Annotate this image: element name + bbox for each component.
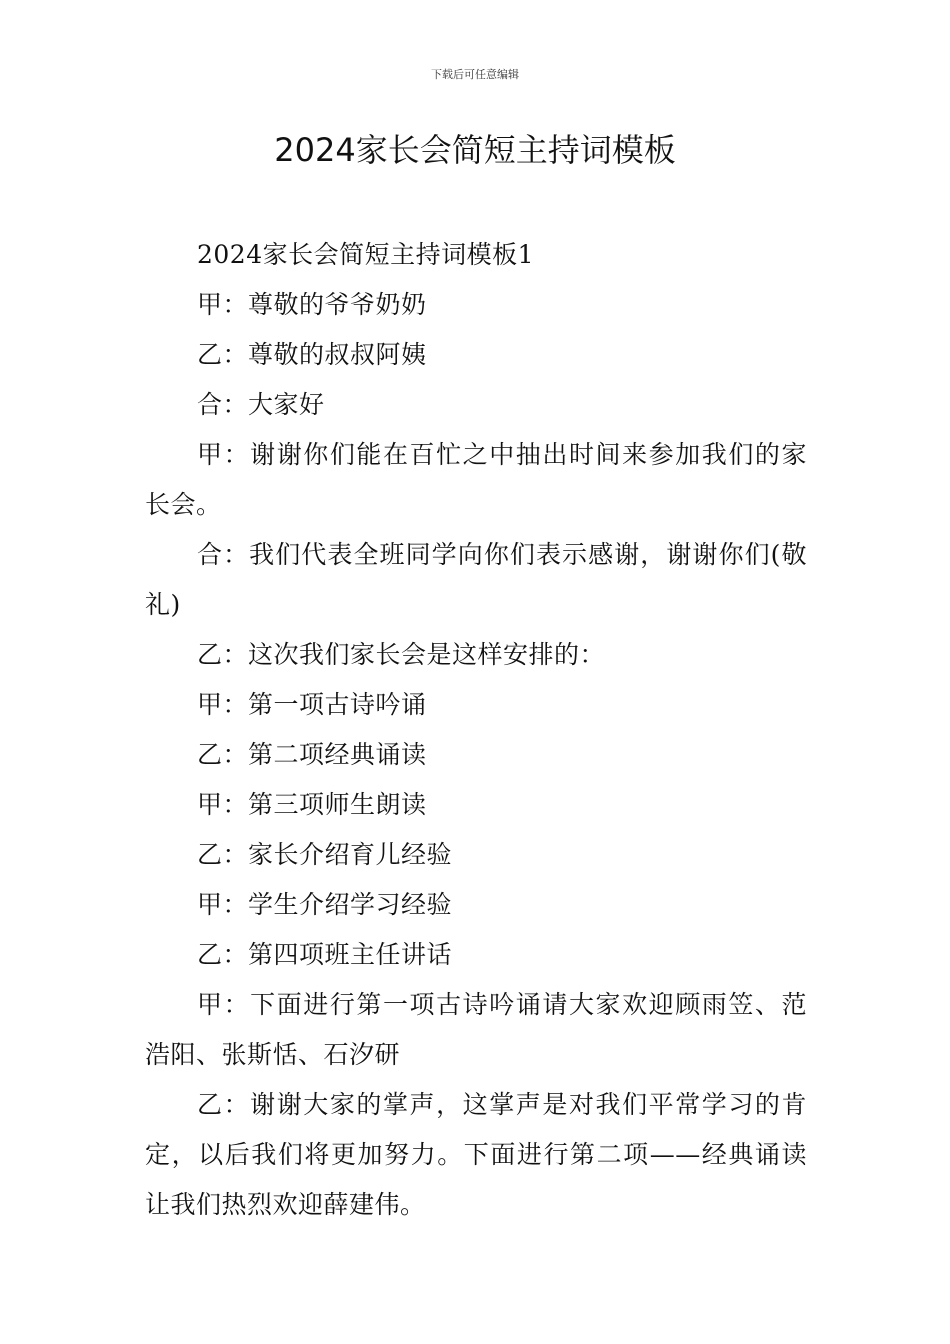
document-body	[145, 230, 807, 1230]
paragraph: 乙：这次我们家长会是这样安排的：	[197, 640, 606, 669]
header-note: 下载后可任意编辑	[431, 68, 519, 81]
paragraph-subtitle: 2024家长会简短主持词模板1	[197, 240, 535, 269]
paragraph: 甲：尊敬的爷爷奶奶	[197, 290, 427, 319]
paragraph: 乙：家长介绍育儿经验	[197, 840, 453, 869]
paragraph: 甲：下面进行第一项古诗吟诵请大家欢迎顾雨笠、范浩阳、张斯恬、石汐研	[145, 990, 807, 1069]
paragraph: 乙：第四项班主任讲话	[197, 940, 453, 969]
paragraph: 乙：谢谢大家的掌声，这掌声是对我们平常学习的肯定，以后我们将更加努力。下面进行第二项——经典诵读让我们热烈欢迎薛建伟。	[145, 1090, 807, 1219]
paragraph: 合：我们代表全班同学向你们表示感谢，谢谢你们(敬礼)	[145, 540, 807, 619]
paragraph: 甲：第三项师生朗读	[197, 790, 427, 819]
document-title: 2024家长会简短主持词模板	[274, 131, 676, 169]
paragraph: 乙：尊敬的叔叔阿姨	[197, 340, 427, 369]
paragraph: 甲：学生介绍学习经验	[197, 890, 453, 919]
paragraph: 乙：第二项经典诵读	[197, 740, 427, 769]
paragraph: 甲：第一项古诗吟诵	[197, 690, 427, 719]
paragraph: 甲：谢谢你们能在百忙之中抽出时间来参加我们的家长会。	[145, 440, 807, 519]
paragraph: 合：大家好	[197, 390, 325, 419]
